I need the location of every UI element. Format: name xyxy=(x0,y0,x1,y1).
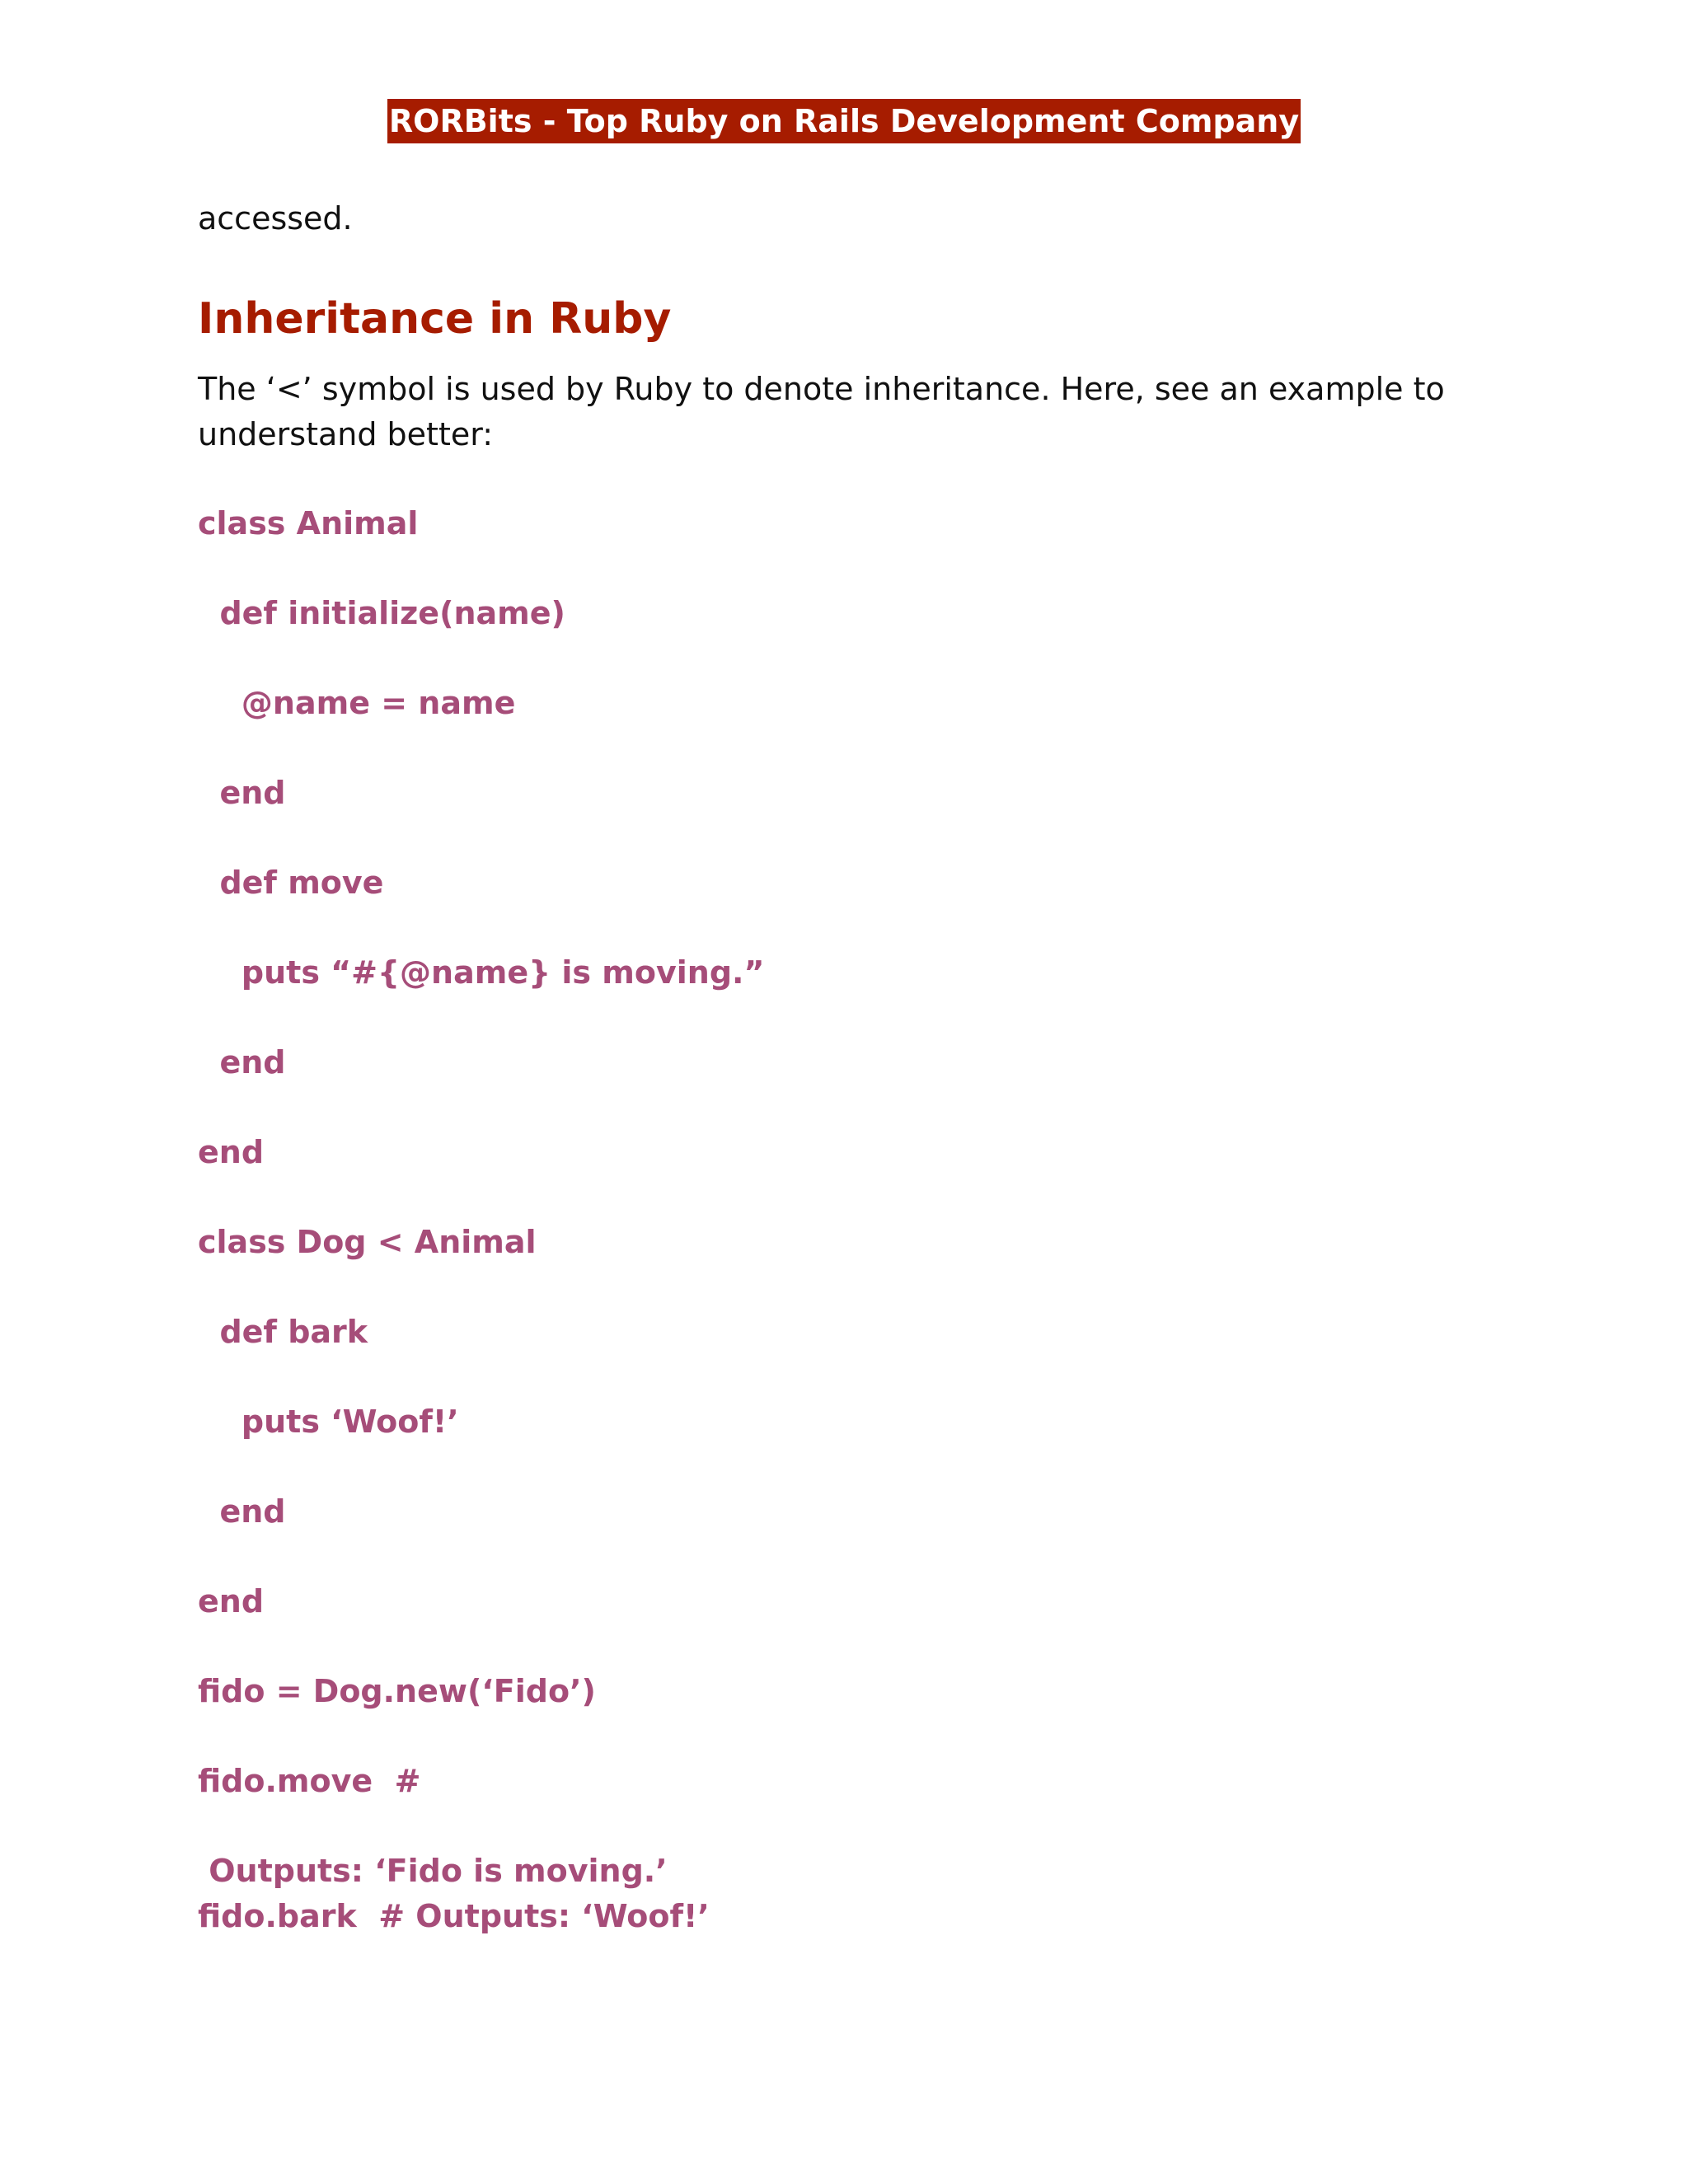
code-line: fido.bark # Outputs: ‘Woof!’ xyxy=(198,1898,710,1934)
code-line: def move xyxy=(198,865,384,901)
code-line: Outputs: ‘Fido is moving.’ xyxy=(198,1853,668,1889)
page-header xyxy=(0,99,1688,143)
code-line: puts ‘Woof!’ xyxy=(198,1404,459,1440)
code-line: end xyxy=(198,1583,265,1619)
intro-paragraph-line-2: understand better: xyxy=(198,416,493,452)
code-line: class Dog < Animal xyxy=(198,1224,537,1260)
code-line: fido.move # xyxy=(198,1763,421,1799)
continuation-text: accessed. xyxy=(198,200,353,237)
code-line: end xyxy=(198,1493,286,1530)
code-line: end xyxy=(198,775,286,811)
code-line: fido = Dog.new(‘Fido’) xyxy=(198,1673,596,1709)
code-line: end xyxy=(198,1044,286,1080)
code-line: def bark xyxy=(198,1314,368,1350)
company-banner: RORBits - Top Ruby on Rails Development Company xyxy=(387,99,1301,143)
code-line: def initialize(name) xyxy=(198,595,565,631)
code-line: class Animal xyxy=(198,505,419,541)
section-heading: Inheritance in Ruby xyxy=(198,294,672,344)
intro-paragraph-line-1: The ‘<’ symbol is used by Ruby to denote inheritance. Here, see an example to xyxy=(198,371,1445,407)
code-line: puts “#{@name} is moving.” xyxy=(198,954,765,991)
code-line: end xyxy=(198,1134,265,1170)
code-line: @name = name xyxy=(198,685,516,721)
